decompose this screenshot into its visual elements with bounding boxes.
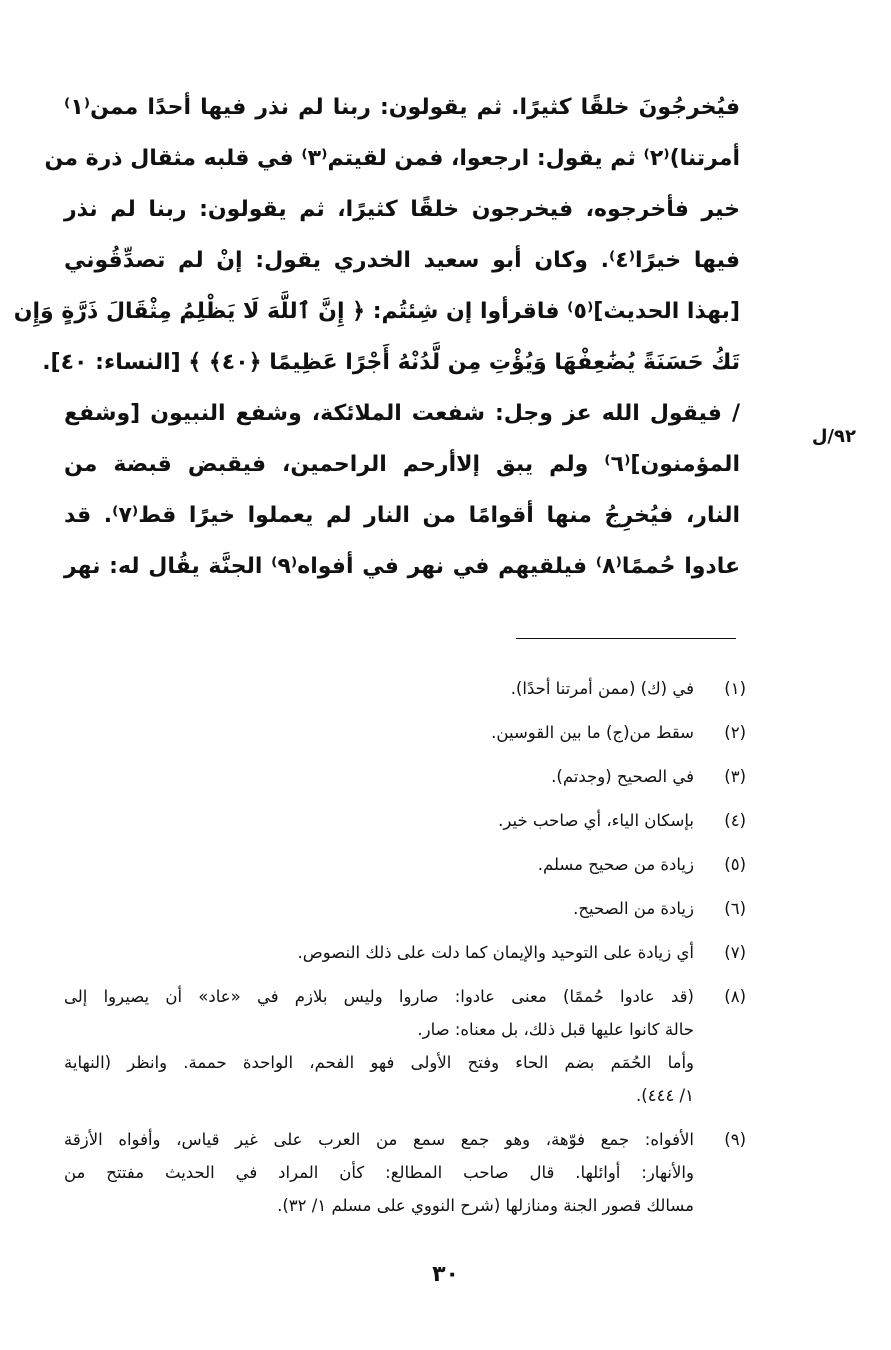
footnote-line: في (ك) (ممن أمرتنا أحدًا). [510,679,694,698]
footnote-item [64,672,746,705]
footnote-number: (٢) [724,723,746,742]
footnote-item [64,760,746,793]
footnote-number: (٨) [724,987,746,1006]
main-text-line: المؤمنون]⁽٦⁾ ولم يبق إلاأرحم الراحمين، فيقبض قبضة من [64,452,740,477]
footnote-text [64,1123,694,1222]
footnote-number: (٥) [724,855,746,874]
main-text-line: تَكُ حَسَنَةً يُضَٰعِفْهَا وَيُؤْتِ مِن لَّدُنْهُ أَجْرًا عَظِيمًا ﴿٤٠﴾ ﴾ [النساء: ٤٠]. [42,350,740,375]
footnote-item [64,716,746,749]
footnote-line: وأما الحُمَم بضم الحاء وفتح الأولى فهو الفحم، الواحدة حممة. وانظر (النهاية [64,1053,694,1072]
footnote-line: ١/ ٤٤٤). [636,1086,694,1105]
footnote-number: (١) [724,679,746,698]
footnote-item [64,980,746,1112]
footnote-item [64,936,746,969]
footnote-item [64,804,746,837]
page-number: ٣٠ [432,1262,459,1287]
footnote-line: أي زيادة على التوحيد والإيمان كما دلت على ذلك النصوص. [297,943,694,962]
footnote-line: مسالك قصور الجنة ومنازلها (شرح النووي على مسلم ١/ ٣٢). [277,1196,694,1215]
footnote-item [64,848,746,881]
footnote-separator [516,638,736,639]
footnote-line: في الصحيح (وجدتم). [551,767,694,786]
main-text-line: عادوا حُممًا⁽٨⁾ فيلقيهم في نهر في أفواه⁽٩⁾ الجنَّة يقُال له: نهر [64,554,740,579]
footnote-number: (٧) [724,943,746,962]
footnote-text [64,672,694,705]
footnote-number: (٩) [724,1130,746,1149]
main-text-line: / فيقول الله عز وجل: شفعت الملائكة، وشفع النبيون [وشفع [64,401,740,426]
footnote-line: بإسكان الياء، أي صاحب خير. [498,811,694,830]
footnote-text [64,936,694,969]
footnote-text [64,848,694,881]
main-text-line: النار، فيُخرِجُ منها أقوامًا من النار لم يعملوا خيرًا قط⁽٧⁾. قد [64,503,741,528]
main-text-line: فيها خيرًا⁽٤⁾. وكان أبو سعيد الخدري يقول: إنْ لم تصدِّقُوني [64,248,740,273]
footnote-number: (٦) [724,899,746,918]
footnote-line: زيادة من الصحيح. [573,899,694,918]
footnote-text [64,716,694,749]
footnote-text [64,980,694,1112]
footnote-line: الأفواه: جمع فوّهة، وهو جمع سمع من العرب على غير قياس، وأفواه الأزقة [64,1130,694,1149]
footnote-item [64,1123,746,1222]
main-text-line: [بهذا الحديث]⁽٥⁾ فاقرأوا إن شِئتُم: ﴿ إِنَّ ٱللَّهَ لَا يَظْلِمُ مِثْقَالَ ذَرَّةٍ وَإِن [13,299,740,324]
footnotes-block [64,672,746,1233]
footnote-text [64,804,694,837]
footnote-line: زيادة من صحيح مسلم. [537,855,694,874]
main-text-line: خير فأخرجوه، فيخرجون خلقًا كثيرًا، ثم يقولون: ربنا لم نذر [64,197,740,222]
footnote-line: (قد عادوا حُممًا) معنى عادوا: صاروا وليس بلازم في «عاد» أن يصيروا إلى [64,987,694,1006]
footnote-line: والأنهار: أوائلها. قال صاحب المطالع: كأن المراد في الحديث مفتتح من [64,1163,694,1182]
footnote-number: (٣) [724,767,746,786]
main-text-line: أمرتنا)⁽٢⁾ ثم يقول: ارجعوا، فمن لقيتم⁽٣⁾ في قلبه مثقال ذرة من [44,146,740,171]
main-text-block [13,82,741,592]
footnote-line: سقط من(ج) ما بين القوسين. [491,723,694,742]
footnote-item [64,892,746,925]
footnote-number: (٤) [724,811,746,830]
manuscript-folio-marker: ٩٢/ل [811,426,856,447]
main-text-line: فيُخرجُونَ خلقًا كثيرًا. ثم يقولون: ربنا لم نذر فيها أحدًا ممن⁽١⁾ [64,95,740,120]
footnote-text [64,760,694,793]
footnote-line: حالة كانوا عليها قبل ذلك، بل معناه: صار. [417,1020,694,1039]
footnote-text [64,892,694,925]
